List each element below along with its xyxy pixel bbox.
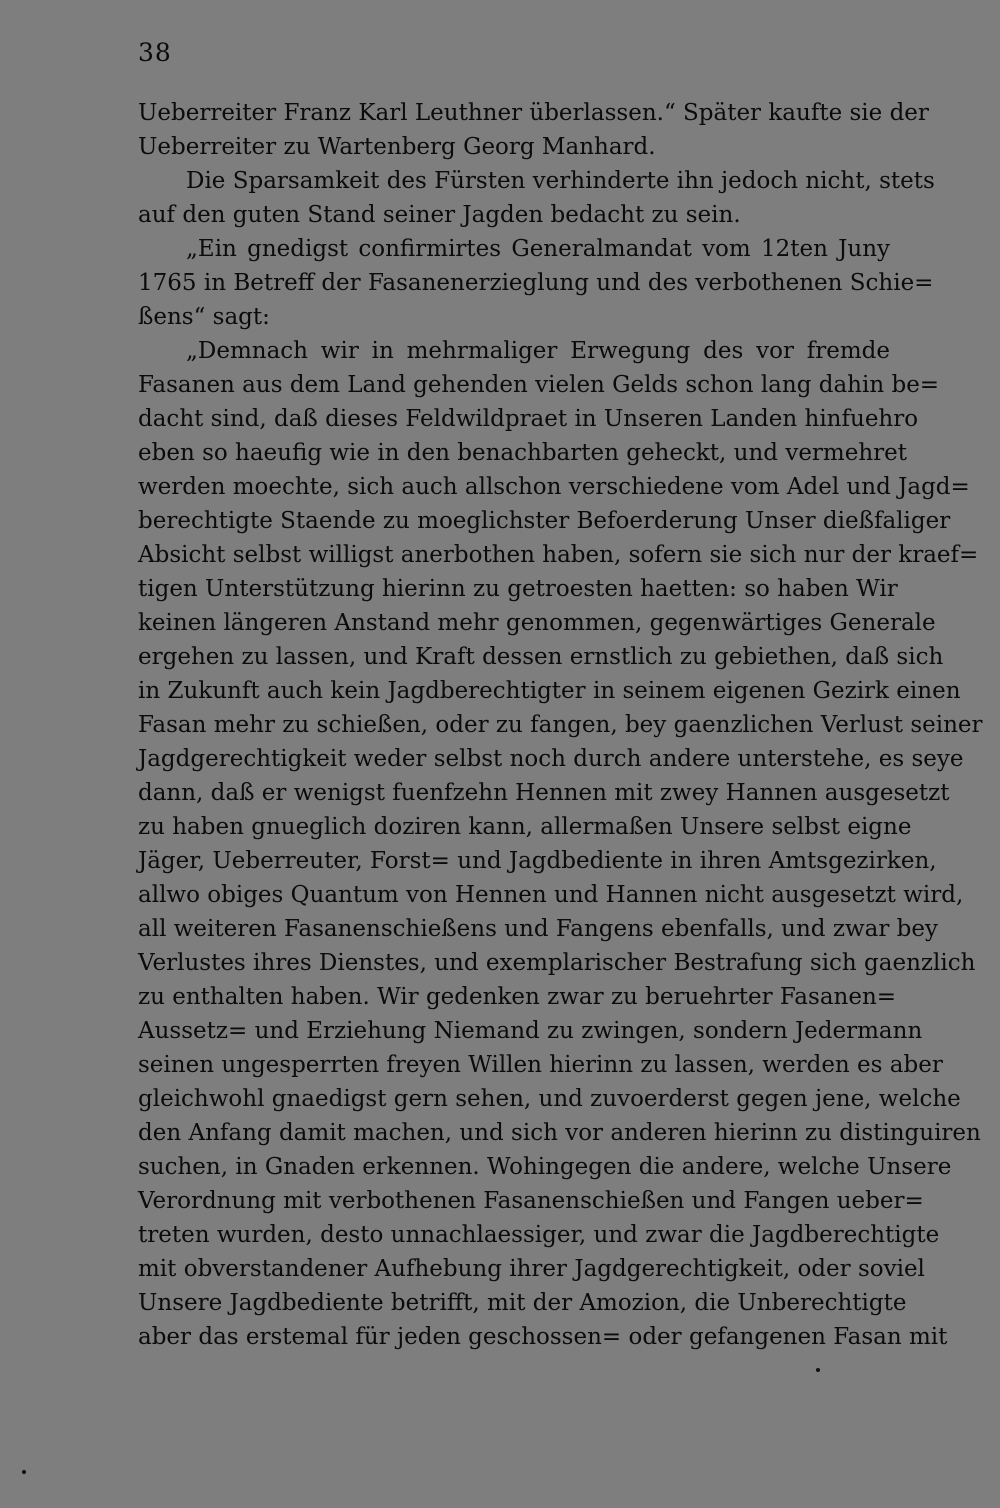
text-line: werden moechte, sich auch allschon verschiedene vom Adel und Jagd= (138, 474, 970, 500)
text-line: aber das erstemal für jeden geschossen= oder gefangenen Fasan mit (138, 1324, 948, 1350)
text-line: allwo obiges Quantum von Hennen und Hannen nicht ausgesetzt wird, (138, 882, 964, 908)
text-line: Ueberreiter zu Wartenberg Georg Manhard. (138, 134, 656, 160)
text-line: auf den guten Stand seiner Jagden bedacht zu sein. (138, 202, 741, 228)
text-line: den Anfang damit machen, und sich vor anderen hierinn zu distinguiren (138, 1120, 981, 1146)
text-line: zu haben gnueglich doziren kann, allermaßen Unsere selbst eigne (138, 814, 912, 840)
text-line: mit obverstandener Aufhebung ihrer Jagdgerechtigkeit, oder soviel (138, 1256, 925, 1282)
text-line: zu enthalten haben. Wir gedenken zwar zu beruehrter Fasanen= (138, 984, 897, 1010)
text-line: treten wurden, desto unnachlaessiger, und zwar die Jagdberechtigte (138, 1222, 940, 1248)
text-line: tigen Unterstützung hierinn zu getroesten haetten: so haben Wir (138, 576, 898, 602)
text-line: Die Sparsamkeit des Fürsten verhinderte ihn jedoch nicht, stets (186, 168, 935, 194)
text-line: Unsere Jagdbediente betrifft, mit der Amozion, die Unberechtigte (138, 1290, 907, 1316)
text-line: „Demnach wir in mehrmaliger Erwegung des vor fremde (186, 338, 890, 364)
text-line: berechtigte Staende zu moeglichster Befoerderung Unser dießfaliger (138, 508, 951, 534)
text-line: keinen längeren Anstand mehr genommen, gegenwärtiges Generale (138, 610, 936, 636)
text-line: Fasanen aus dem Land gehenden vielen Gelds schon lang dahin be= (138, 372, 940, 398)
text-line: dann, daß er wenigst fuenfzehn Hennen mit zwey Hannen ausgesetzt (138, 780, 950, 806)
text-line: Jagdgerechtigkeit weder selbst noch durch andere unterstehe, es seye (138, 746, 964, 772)
page-number: 38 (138, 38, 172, 67)
text-line: ergehen zu lassen, und Kraft dessen ernstlich zu gebiethen, daß sich (138, 644, 944, 670)
text-line: eben so haeufig wie in den benachbarten geheckt, und vermehret (138, 440, 908, 466)
text-line: 1765 in Betreff der Fasanenerzieglung und des verbothenen Schie= (138, 270, 934, 296)
text-line: Verlustes ihres Dienstes, und exemplarischer Bestrafung sich gaenzlich (138, 950, 976, 976)
print-speck (816, 1368, 820, 1372)
text-line: Jäger, Ueberreuter, Forst= und Jagdbediente in ihren Amtsgezirken, (138, 848, 937, 874)
text-line: „Ein gnedigst confirmirtes Generalmandat vom 12ten Juny (186, 236, 890, 262)
text-line: Fasan mehr zu schießen, oder zu fangen, bey gaenzlichen Verlust seiner (138, 712, 983, 738)
text-line: in Zukunft auch kein Jagdberechtigter in seinem eigenen Gezirk einen (138, 678, 961, 704)
body-text (138, 96, 983, 1354)
text-line: ßens“ sagt: (138, 304, 270, 330)
text-line: all weiteren Fasanenschießens und Fangens ebenfalls, und zwar bey (138, 916, 938, 942)
print-speck (22, 1470, 26, 1474)
text-line: Verordnung mit verbothenen Fasanenschießen und Fangen ueber= (138, 1188, 924, 1214)
text-line: seinen ungesperrten freyen Willen hierinn zu lassen, werden es aber (138, 1052, 943, 1078)
text-line: gleichwohl gnaedigst gern sehen, und zuvoerderst gegen jene, welche (138, 1086, 961, 1112)
text-line: Ueberreiter Franz Karl Leuthner überlassen.“ Später kaufte sie der (138, 100, 929, 126)
text-line: dacht sind, daß dieses Feldwildpraet in Unseren Landen hinfuehro (138, 406, 919, 432)
text-line: Absicht selbst willigst anerbothen haben, sofern sie sich nur der kraef= (138, 542, 979, 568)
text-line: suchen, in Gnaden erkennen. Wohingegen die andere, welche Unsere (138, 1154, 952, 1180)
text-line: Aussetz= und Erziehung Niemand zu zwingen, sondern Jedermann (138, 1018, 923, 1044)
